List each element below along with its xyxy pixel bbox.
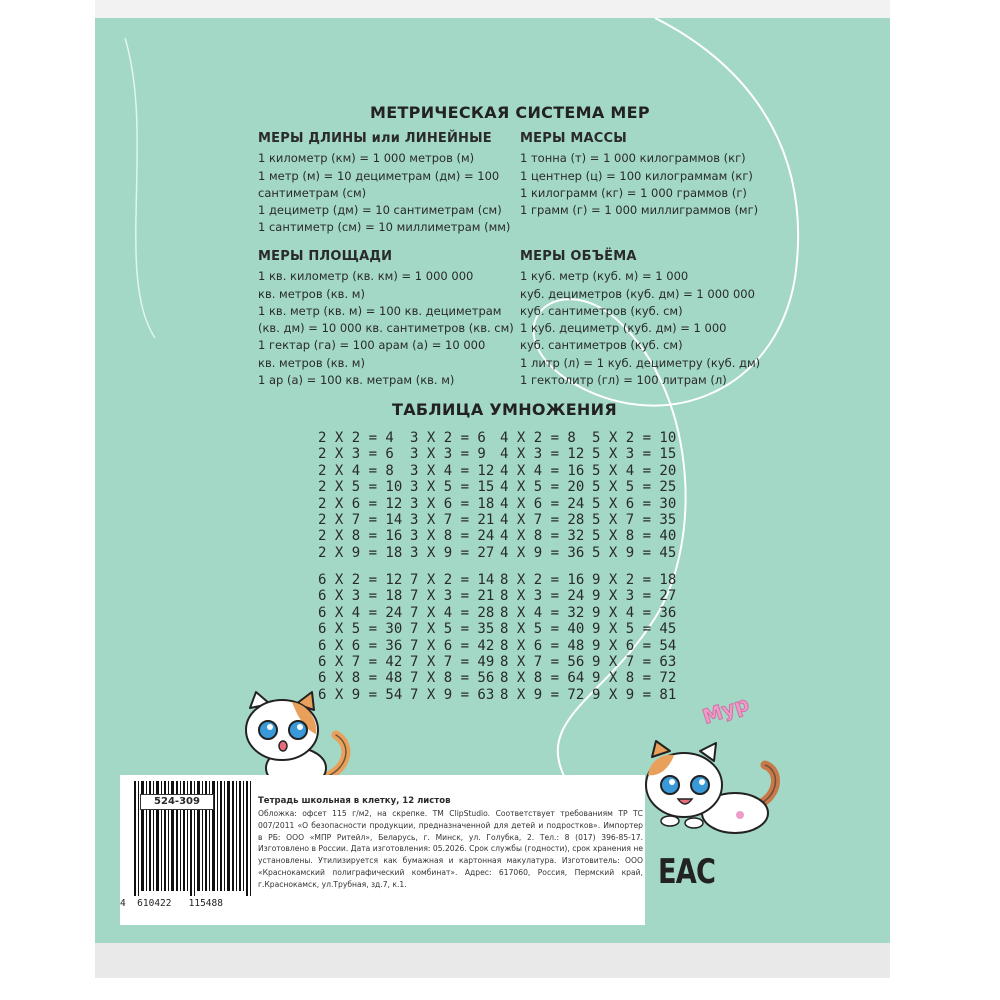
times-row: 6 Х 4 = 24 <box>318 604 403 621</box>
times-row: 4 Х 9 = 36 <box>500 544 585 561</box>
times-row: 7 Х 6 = 42 <box>410 637 495 654</box>
times-row: 9 Х 4 = 36 <box>592 604 677 621</box>
times-row: 4 Х 2 = 8 <box>500 430 576 446</box>
times-row: 7 Х 4 = 28 <box>410 604 495 621</box>
eac-certification-mark: ЕАС <box>658 852 716 892</box>
times-row: 3 Х 4 = 12 <box>410 462 495 479</box>
times-row: 8 Х 5 = 40 <box>500 621 585 638</box>
times-row: 3 Х 5 = 15 <box>410 479 495 496</box>
times-row: 3 Х 3 = 9 <box>410 446 486 463</box>
ean-digits: 4 610422 115488 <box>120 898 223 909</box>
length-line: 1 метр (м) = 10 дециметрам (дм) = 100 <box>258 168 500 183</box>
product-title: Тетрадь школьная в клетку, 12 листов <box>258 796 451 806</box>
volume-line: 1 гектолитр (гл) = 100 литрам (л) <box>520 373 727 388</box>
times-row: 2 Х 8 = 16 <box>318 528 403 545</box>
area-line: 1 гектар (га) = 100 арам (а) = 10 000 <box>258 338 486 353</box>
times-row: 7 Х 2 = 14 <box>410 572 495 588</box>
times-row: 6 Х 7 = 42 <box>318 654 403 671</box>
times-row: 6 Х 6 = 36 <box>318 637 403 654</box>
times-row: 4 Х 3 = 12 <box>500 446 585 463</box>
volume-line: куб. дециметров (куб. дм) = 1 000 000 <box>520 286 755 301</box>
bottom-paper-edge <box>95 943 890 978</box>
product-details: Обложка: офсет 115 г/м2, на скрепке. ТМ ClipStudio. Соответствует требованиям ТР ТС 007/2011 «О безопасности продукции, предназначенной для детей и подростков». Импортер в РБ: ООО «МПР Ритейл», Беларусь, г. Минск, ул. Голубка, 2. Тел.: 8 (017) 396-85-17. Изготовлено в России. Дата изготовления: 05.2026. Срок службы (годности), срок хранения не установлены. Утилизируется как бумажная и картонная макулатура. Изготовитель: ООО «Краснокамский полиграфический комбинат». Адрес: 617060, Россия, Пермский край, г.Краснокамск, ул.Трубная, зд.7, к.1. <box>258 809 643 889</box>
area-line: 1 ар (а) = 100 кв. метрам (кв. м) <box>258 373 455 388</box>
times-4-column <box>500 430 584 561</box>
length-line: 1 километр (км) = 1 000 метров (м) <box>258 151 475 166</box>
times-row: 8 Х 3 = 24 <box>500 588 585 605</box>
volume-line: 1 куб. дециметр (куб. дм) = 1 000 <box>520 321 727 336</box>
times-row: 2 Х 7 = 14 <box>318 512 403 529</box>
times-row: 8 Х 7 = 56 <box>500 654 585 671</box>
times-row: 3 Х 6 = 18 <box>410 495 495 512</box>
multiplication-heading: ТАБЛИЦА УМНОЖЕНИЯ <box>392 400 617 419</box>
area-line: 1 кв. километр (кв. км) = 1 000 000 <box>258 269 474 284</box>
area-measures <box>258 248 514 389</box>
times-row: 9 Х 2 = 18 <box>592 572 677 588</box>
times-row: 6 Х 5 = 30 <box>318 621 403 638</box>
mass-title: МЕРЫ МАССЫ <box>520 131 627 146</box>
times-row: 2 Х 2 = 4 <box>318 430 394 446</box>
times-5-column <box>592 430 676 561</box>
length-title: МЕРЫ ДЛИНЫ или ЛИНЕЙНЫЕ <box>258 131 492 146</box>
area-line: 1 кв. метр (кв. м) = 100 кв. дециметрам <box>258 303 502 318</box>
times-row: 8 Х 4 = 32 <box>500 604 585 621</box>
article-number: 524-309 <box>140 794 214 810</box>
times-row: 8 Х 8 = 64 <box>500 670 585 687</box>
volume-line: 1 куб. метр (куб. м) = 1 000 <box>520 269 689 284</box>
mass-measures <box>520 130 758 219</box>
times-row: 2 Х 4 = 8 <box>318 462 394 479</box>
area-line: кв. метров (кв. м) <box>258 286 365 301</box>
times-row: 5 Х 4 = 20 <box>592 462 677 479</box>
times-row: 5 Х 8 = 40 <box>592 528 677 545</box>
mass-line: 1 грамм (г) = 1 000 миллиграммов (мг) <box>520 203 759 218</box>
times-row: 4 Х 5 = 20 <box>500 479 585 496</box>
top-paper-edge <box>95 0 890 18</box>
length-measures <box>258 130 510 237</box>
times-row: 8 Х 9 = 72 <box>500 686 585 703</box>
length-line: 1 дециметр (дм) = 10 сантиметрам (см) <box>258 203 502 218</box>
times-row: 3 Х 7 = 21 <box>410 512 495 529</box>
times-row: 5 Х 7 = 35 <box>592 512 677 529</box>
area-title: МЕРЫ ПЛОЩАДИ <box>258 249 393 264</box>
times-row: 9 Х 5 = 45 <box>592 621 677 638</box>
times-row: 6 Х 8 = 48 <box>318 670 403 687</box>
times-row: 5 Х 2 = 10 <box>592 430 677 446</box>
mass-line: 1 килограмм (кг) = 1 000 граммов (г) <box>520 185 747 200</box>
times-row: 3 Х 8 = 24 <box>410 528 495 545</box>
area-line: кв. метров (кв. м) <box>258 355 365 370</box>
volume-title: МЕРЫ ОБЪЁМА <box>520 249 637 264</box>
times-row: 7 Х 8 = 56 <box>410 670 495 687</box>
times-row: 4 Х 7 = 28 <box>500 512 585 529</box>
times-row: 2 Х 9 = 18 <box>318 544 403 561</box>
times-row: 8 Х 6 = 48 <box>500 637 585 654</box>
times-row: 3 Х 2 = 6 <box>410 430 486 446</box>
product-info-panel <box>120 775 645 925</box>
mur-sticker-text: Мур <box>699 691 752 729</box>
times-row: 3 Х 9 = 27 <box>410 544 495 561</box>
times-row: 9 Х 6 = 54 <box>592 637 677 654</box>
length-line: 1 сантиметр (см) = 10 миллиметрам (мм) <box>258 220 511 235</box>
times-8-column <box>500 572 584 703</box>
times-row: 2 Х 3 = 6 <box>318 446 394 463</box>
times-row: 9 Х 8 = 72 <box>592 670 677 687</box>
lying-cat-illustration <box>640 735 785 840</box>
times-row: 5 Х 6 = 30 <box>592 495 677 512</box>
metric-heading: МЕТРИЧЕСКАЯ СИСТЕМА МЕР <box>370 103 650 122</box>
times-row: 6 Х 3 = 18 <box>318 588 403 605</box>
times-row: 8 Х 2 = 16 <box>500 572 585 588</box>
length-line: сантиметрам (см) <box>258 185 367 200</box>
times-row: 9 Х 7 = 63 <box>592 654 677 671</box>
mass-line: 1 тонна (т) = 1 000 килограммов (кг) <box>520 151 746 166</box>
times-2-column <box>318 430 402 561</box>
times-row: 6 Х 2 = 12 <box>318 572 403 588</box>
times-row: 5 Х 5 = 25 <box>592 479 677 496</box>
times-row: 4 Х 4 = 16 <box>500 462 585 479</box>
volume-line: куб. сантиметров (куб. см) <box>520 303 683 318</box>
times-row: 7 Х 9 = 63 <box>410 686 495 703</box>
times-row: 7 Х 7 = 49 <box>410 654 495 671</box>
times-row: 9 Х 9 = 81 <box>592 686 677 703</box>
volume-line: куб. сантиметров (куб. см) <box>520 338 683 353</box>
times-row: 2 Х 5 = 10 <box>318 479 403 496</box>
area-line: (кв. дм) = 10 000 кв. сантиметров (кв. см) <box>258 321 514 336</box>
times-row: 2 Х 6 = 12 <box>318 495 403 512</box>
times-row: 4 Х 6 = 24 <box>500 495 585 512</box>
times-7-column <box>410 572 494 703</box>
times-row: 9 Х 3 = 27 <box>592 588 677 605</box>
mass-line: 1 центнер (ц) = 100 килограммам (кг) <box>520 168 753 183</box>
volume-measures <box>520 248 760 389</box>
times-9-column <box>592 572 676 703</box>
volume-line: 1 литр (л) = 1 куб. дециметру (куб. дм) <box>520 355 761 370</box>
times-row: 5 Х 9 = 45 <box>592 544 677 561</box>
times-row: 7 Х 3 = 21 <box>410 588 495 605</box>
times-row: 5 Х 3 = 15 <box>592 446 677 463</box>
times-row: 7 Х 5 = 35 <box>410 621 495 638</box>
times-row: 6 Х 9 = 54 <box>318 686 403 703</box>
times-row: 4 Х 8 = 32 <box>500 528 585 545</box>
times-3-column <box>410 430 494 561</box>
times-6-column <box>318 572 402 703</box>
